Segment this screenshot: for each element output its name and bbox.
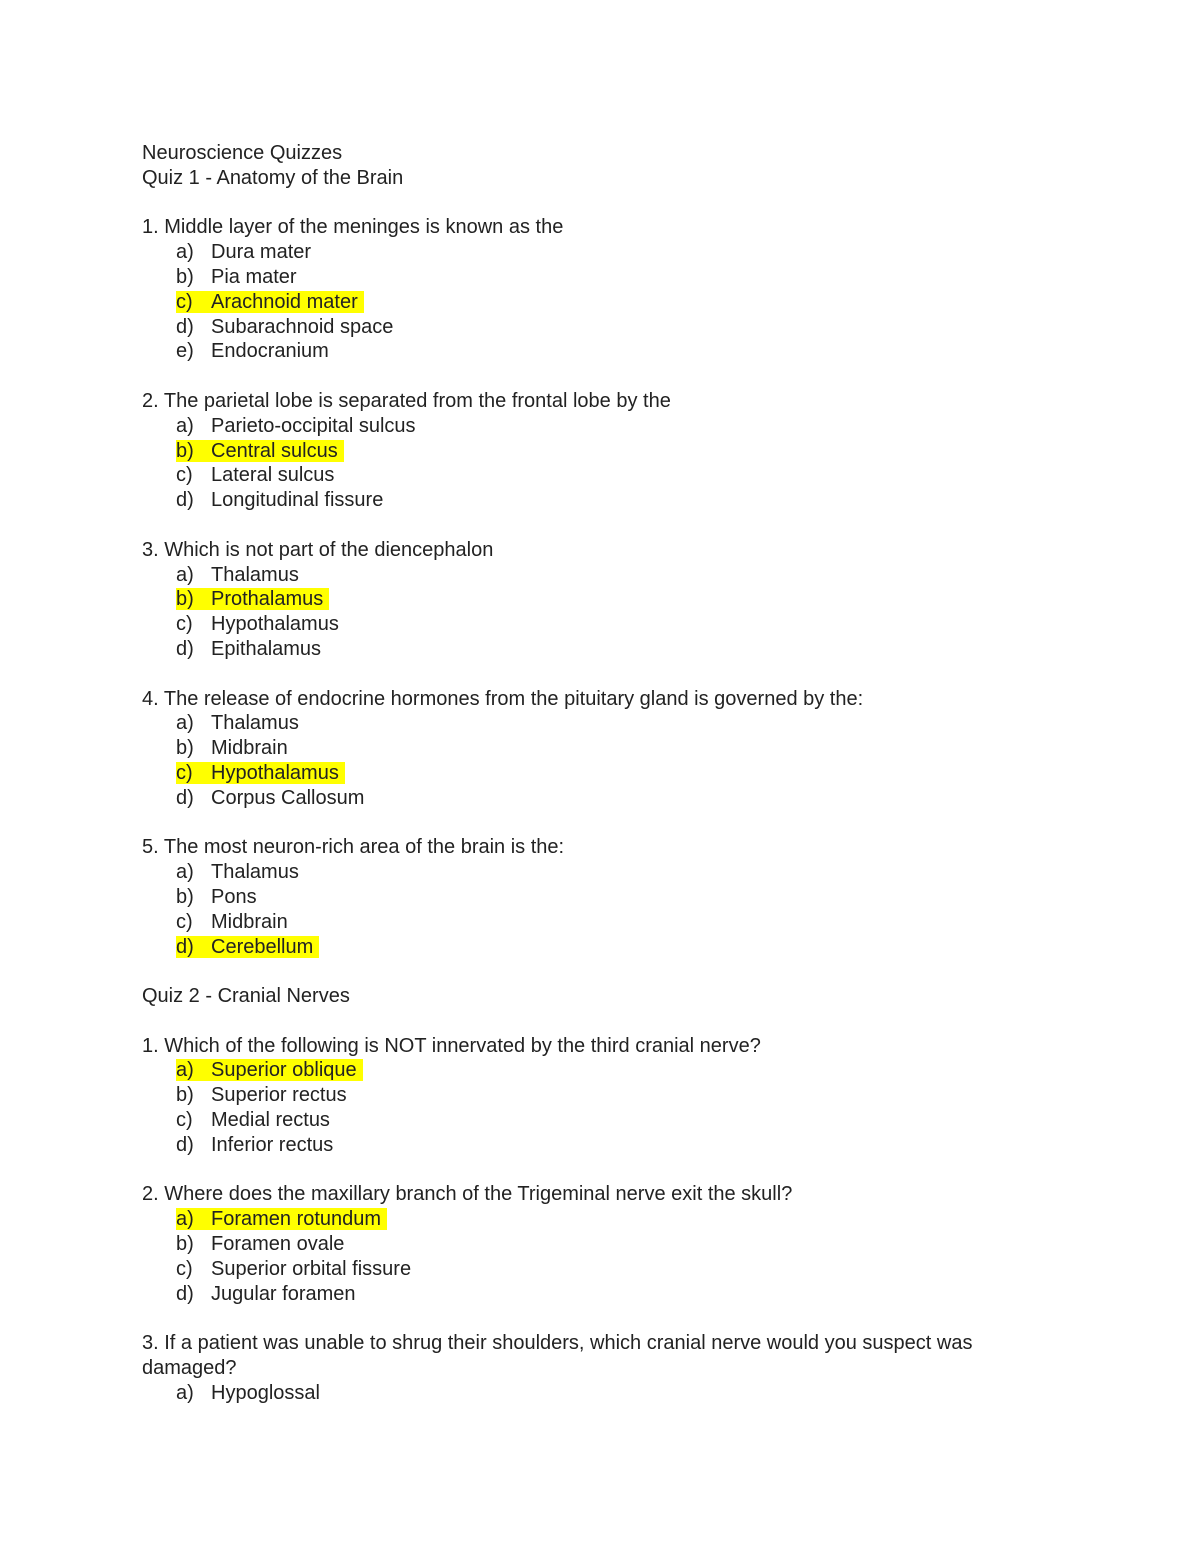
document-page bbox=[142, 141, 1062, 1406]
answer-content bbox=[176, 1283, 356, 1305]
answer-option bbox=[142, 290, 1062, 315]
question-block bbox=[142, 215, 1062, 364]
question-text: 1. Middle layer of the meninges is known as the bbox=[142, 216, 564, 239]
quiz-title: Quiz 2 - Cranial Nerves bbox=[142, 985, 350, 1008]
answer-option-text: Hypoglossal bbox=[211, 1381, 320, 1404]
quiz-title: Quiz 1 - Anatomy of the Brain bbox=[142, 166, 404, 189]
answer-option-label: d) bbox=[176, 1282, 194, 1305]
answer-option bbox=[142, 587, 1062, 612]
answer-option-label: b) bbox=[176, 265, 194, 288]
question-block bbox=[142, 538, 1062, 662]
answer-option bbox=[142, 711, 1062, 736]
answer-option-label: b) bbox=[176, 439, 194, 462]
answer-option-text: Longitudinal fissure bbox=[211, 489, 384, 512]
highlighted-answer bbox=[176, 1059, 363, 1081]
answer-option-text: Jugular foramen bbox=[211, 1282, 356, 1305]
answer-option bbox=[142, 612, 1062, 637]
answer-option bbox=[142, 1232, 1062, 1257]
answer-option-label: d) bbox=[176, 637, 194, 660]
question-text: 4. The release of endocrine hormones from the pituitary gland is governed by the: bbox=[142, 687, 864, 710]
answer-option-label: d) bbox=[176, 786, 194, 809]
answer-option bbox=[142, 463, 1062, 488]
answer-option-text: Superior orbital fissure bbox=[211, 1257, 412, 1280]
quiz-list bbox=[142, 166, 1062, 1406]
answer-content bbox=[176, 266, 297, 288]
answer-option-label: d) bbox=[176, 489, 194, 512]
answer-option-label: e) bbox=[176, 340, 194, 363]
answer-option-label: a) bbox=[176, 1059, 194, 1082]
answer-option-label: b) bbox=[176, 1084, 194, 1107]
answer-option-label: b) bbox=[176, 885, 194, 908]
answer-option bbox=[142, 786, 1062, 811]
highlighted-answer bbox=[176, 440, 344, 462]
answer-option-text: Midbrain bbox=[211, 737, 288, 760]
answer-option bbox=[142, 265, 1062, 290]
answer-option-text: Superior oblique bbox=[211, 1059, 357, 1082]
answer-content bbox=[176, 415, 416, 437]
answer-option bbox=[142, 1257, 1062, 1282]
spacer bbox=[142, 1009, 1062, 1034]
answer-content bbox=[176, 1258, 411, 1280]
answer-option-text: Central sulcus bbox=[211, 439, 338, 462]
answer-option-text: Subarachnoid space bbox=[211, 315, 394, 338]
answer-option-label: c) bbox=[176, 1257, 193, 1280]
answer-content bbox=[176, 1109, 330, 1131]
answer-option-text: Lateral sulcus bbox=[211, 464, 335, 487]
answer-content bbox=[176, 1084, 347, 1106]
answer-option-label: b) bbox=[176, 1233, 194, 1256]
answer-option-text: Thalamus bbox=[211, 563, 299, 586]
highlighted-answer bbox=[176, 588, 329, 610]
answer-option bbox=[142, 439, 1062, 464]
spacer bbox=[142, 513, 1062, 538]
document-title: Neuroscience Quizzes bbox=[142, 142, 343, 164]
spacer bbox=[142, 811, 1062, 836]
answer-option-text: Medial rectus bbox=[211, 1109, 330, 1132]
answer-option-label: c) bbox=[176, 290, 193, 313]
answer-option bbox=[142, 1381, 1062, 1406]
question-block bbox=[142, 835, 1062, 959]
spacer bbox=[142, 959, 1062, 984]
answer-option bbox=[142, 1058, 1062, 1083]
answer-option-label: b) bbox=[176, 737, 194, 760]
highlighted-answer bbox=[176, 762, 345, 784]
answer-content bbox=[176, 489, 383, 511]
answer-content bbox=[176, 737, 288, 759]
question-block bbox=[142, 1034, 1062, 1158]
highlighted-answer bbox=[176, 936, 319, 958]
answer-option-label: d) bbox=[176, 935, 194, 958]
answer-option-text: Foramen ovale bbox=[211, 1233, 345, 1256]
answer-option-label: b) bbox=[176, 588, 194, 611]
question-block bbox=[142, 1182, 1062, 1306]
question-text: 3. If a patient was unable to shrug their shoulders, which cranial nerve would you suspect was damaged? bbox=[142, 1332, 973, 1380]
answer-option bbox=[142, 910, 1062, 935]
answer-option-text: Midbrain bbox=[211, 910, 288, 933]
answer-option bbox=[142, 1133, 1062, 1158]
answer-option bbox=[142, 240, 1062, 265]
answer-option bbox=[142, 637, 1062, 662]
answer-content bbox=[176, 712, 299, 734]
answer-option bbox=[142, 1282, 1062, 1307]
answer-content bbox=[176, 241, 311, 263]
answer-option bbox=[142, 1207, 1062, 1232]
answer-option-text: Pons bbox=[211, 885, 257, 908]
answer-option-label: d) bbox=[176, 1133, 194, 1156]
answer-option-text: Hypothalamus bbox=[211, 761, 339, 784]
answer-option-text: Pia mater bbox=[211, 265, 297, 288]
answer-option-label: c) bbox=[176, 1109, 193, 1132]
answer-content bbox=[176, 1134, 333, 1156]
answer-option-text: Thalamus bbox=[211, 712, 299, 735]
question-text: 3. Which is not part of the diencephalon bbox=[142, 538, 494, 561]
answer-option bbox=[142, 315, 1062, 340]
answer-content bbox=[176, 787, 364, 809]
answer-option-label: a) bbox=[176, 563, 194, 586]
answer-option bbox=[142, 1083, 1062, 1108]
answer-content bbox=[176, 340, 329, 362]
answer-content bbox=[176, 638, 321, 660]
answer-option bbox=[142, 761, 1062, 786]
question-block bbox=[142, 687, 1062, 811]
highlighted-answer bbox=[176, 1208, 387, 1230]
answer-option-label: a) bbox=[176, 1381, 194, 1404]
answer-option bbox=[142, 488, 1062, 513]
answer-option-label: a) bbox=[176, 241, 194, 264]
answer-option bbox=[142, 860, 1062, 885]
answer-option-text: Superior rectus bbox=[211, 1084, 347, 1107]
answer-option bbox=[142, 1108, 1062, 1133]
answer-content bbox=[176, 564, 299, 586]
answer-option-text: Thalamus bbox=[211, 861, 299, 884]
question-block bbox=[142, 389, 1062, 513]
answer-option-label: a) bbox=[176, 861, 194, 884]
answer-option-text: Inferior rectus bbox=[211, 1133, 334, 1156]
spacer bbox=[142, 191, 1062, 216]
question-text: 2. The parietal lobe is separated from the frontal lobe by the bbox=[142, 389, 671, 412]
answer-option-text: Epithalamus bbox=[211, 637, 322, 660]
spacer bbox=[142, 662, 1062, 687]
spacer bbox=[142, 364, 1062, 389]
answer-content bbox=[176, 1233, 344, 1255]
answer-option bbox=[142, 736, 1062, 761]
question-block bbox=[142, 1331, 1062, 1405]
answer-option-label: c) bbox=[176, 761, 193, 784]
answer-content bbox=[176, 886, 257, 908]
answer-option bbox=[142, 885, 1062, 910]
answer-option-label: a) bbox=[176, 414, 194, 437]
answer-option-label: c) bbox=[176, 910, 193, 933]
answer-option bbox=[142, 414, 1062, 439]
spacer bbox=[142, 1158, 1062, 1183]
answer-option-text: Foramen rotundum bbox=[211, 1208, 382, 1231]
answer-option-text: Prothalamus bbox=[211, 588, 324, 611]
answer-option-text: Dura mater bbox=[211, 241, 312, 264]
answer-option bbox=[142, 935, 1062, 960]
answer-option-text: Hypothalamus bbox=[211, 613, 339, 636]
answer-option-label: c) bbox=[176, 613, 193, 636]
answer-content bbox=[176, 861, 299, 883]
answer-option-text: Arachnoid mater bbox=[211, 290, 358, 313]
answer-option bbox=[142, 563, 1062, 588]
answer-option-label: a) bbox=[176, 712, 194, 735]
question-text: 2. Where does the maxillary branch of the Trigeminal nerve exit the skull? bbox=[142, 1183, 793, 1206]
question-text: 1. Which of the following is NOT innervated by the third cranial nerve? bbox=[142, 1034, 761, 1057]
answer-option bbox=[142, 339, 1062, 364]
answer-option-text: Corpus Callosum bbox=[211, 786, 365, 809]
answer-content bbox=[176, 316, 393, 338]
answer-content bbox=[176, 911, 288, 933]
answer-content bbox=[176, 1382, 320, 1404]
highlighted-answer bbox=[176, 291, 364, 313]
answer-content bbox=[176, 464, 334, 486]
answer-option-label: a) bbox=[176, 1208, 194, 1231]
answer-option-text: Parieto-occipital sulcus bbox=[211, 414, 416, 437]
question-text: 5. The most neuron-rich area of the brain is the: bbox=[142, 836, 565, 859]
answer-option-text: Endocranium bbox=[211, 340, 329, 363]
spacer bbox=[142, 1306, 1062, 1331]
answer-option-label: d) bbox=[176, 315, 194, 338]
answer-option-label: c) bbox=[176, 464, 193, 487]
answer-option-text: Cerebellum bbox=[211, 935, 314, 958]
answer-content bbox=[176, 613, 339, 635]
